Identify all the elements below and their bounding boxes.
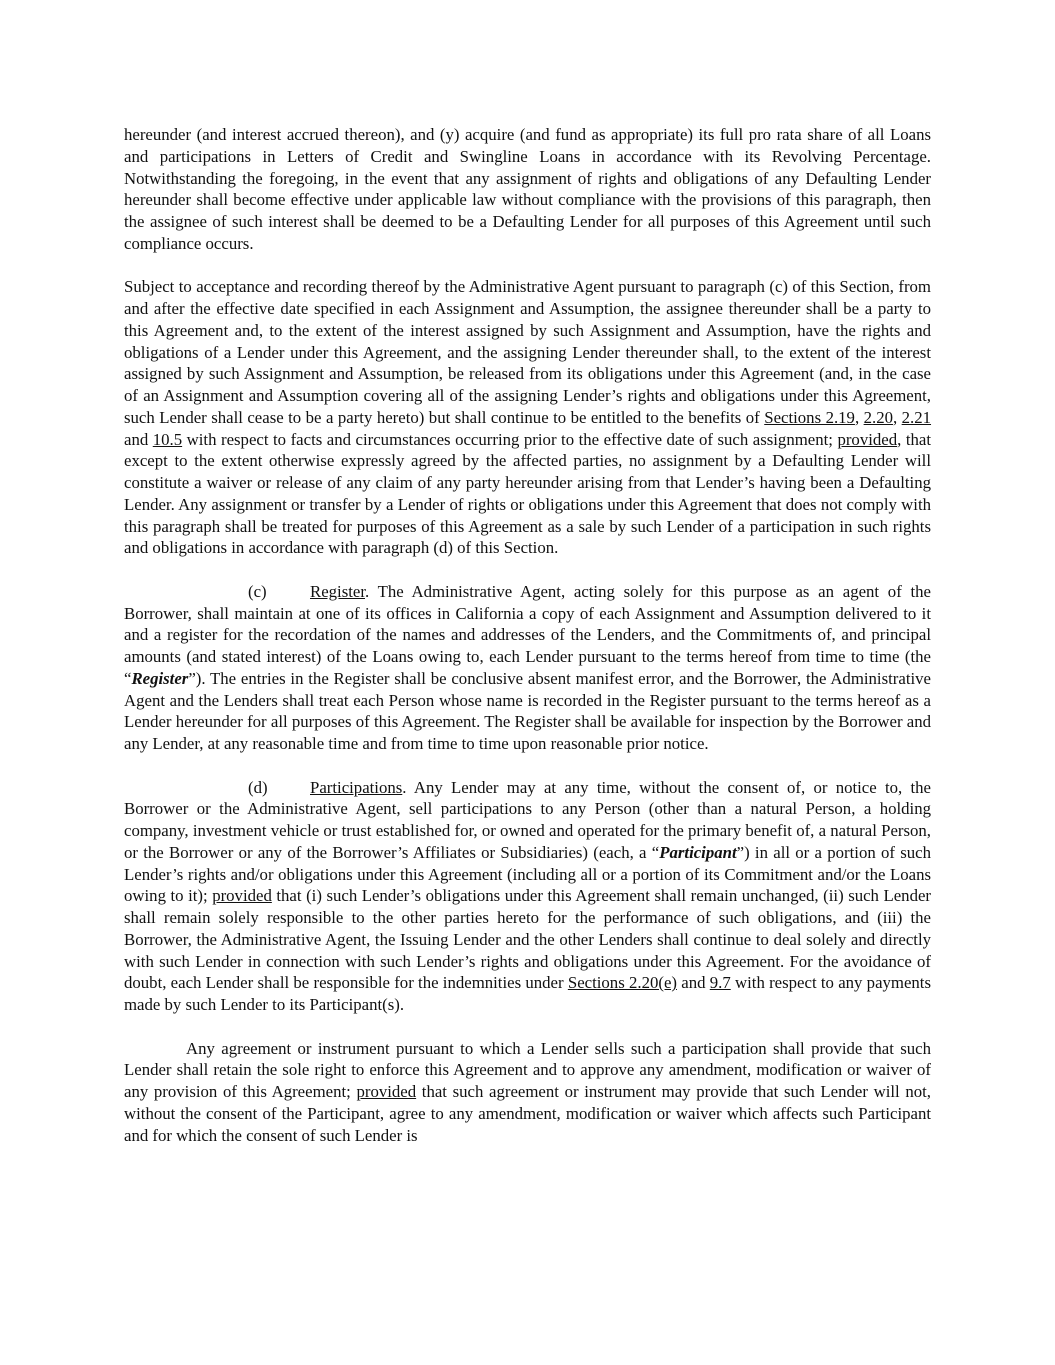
defined-term-register: Register xyxy=(131,668,189,688)
paragraph-assignment-effect xyxy=(124,276,931,559)
paragraph-text: hereunder (and interest accrued thereon), and (y) acquire (and fund as appropriate) its full pro rata share of all Loans and participations in Letters of Credit and Swingline Loans in accordance with its Revolving Percentage. Notwithstanding the foregoing, in the event that any assignment of rights and obligations of any Defaulting Lender hereunder shall become effective under applicable law without compliance with the provisions of this paragraph, then the assignee of such interest shall be deemed to be a Defaulting Lender for all purposes of this Agreement until such compliance occurs. xyxy=(124,125,931,253)
provided-term: provided xyxy=(837,429,898,449)
section-reference-9-7: 9.7 xyxy=(709,973,731,993)
section-reference-2-20: 2.20 xyxy=(863,407,893,427)
paragraph-participations xyxy=(124,777,931,1016)
paragraph-participation-agreement xyxy=(124,1038,931,1147)
paragraph-text: with respect to facts and circumstances occurring prior to the effective date of such assignment; xyxy=(182,429,838,449)
paragraph-text: that (i) such Lender’s obligations under this Agreement shall remain unchanged, (ii) such Lender shall remain solely responsible to the other parties hereto for the performance of such obligations, and (iii) the Borrower, the Administrative Agent, the Issuing Lender and the other Lenders shall continue to deal solely and directly with such Lender in connection with such Lender’s rights and obligations under this Agreement. For the avoidance of doubt, each Lender shall be responsible for the indemnities under xyxy=(124,886,932,993)
provided-term: provided xyxy=(356,1082,417,1101)
section-reference-2-21: 2.21 xyxy=(901,407,932,427)
paragraph-text: Subject to acceptance and recording thereof by the Administrative Agent pursuant to paragraph (c) of this Section, from and after the effective date specified in each Assignment and Assumption, the assignee thereunder shall be a party to this Agreement and, to the extent of the interest assigned by such Assignment and Assumption, have the rights and obligations of a Lender under this Agreement, and the assigning Lender thereunder shall, to the extent of the interest assigned by such Assignment and Assumption, be released from its obligations under this Agreement (and, in the case of an Assignment and Assumption covering all of the assigning Lender’s rights and obligations under this Agreement, such Lender shall cease to be a party hereto) but shall continue to be entitled to the benefits of xyxy=(124,277,931,427)
defined-term-participant: Participant xyxy=(659,842,737,862)
provided-term: provided xyxy=(212,886,272,906)
paragraph-text: . Any Lender may at any time, without the consent of, or notice to, the Borrower or the Administrative Agent, sell participations to any Person (other than a natural Person, a holding company, investment vehicle or trust established for, or owned and operated for the primary benefit of, a natural Person, or the Borrower or any of the Borrower’s Affiliates or Subsidiaries) (each, a “ xyxy=(124,777,931,862)
subsection-number: (c) xyxy=(248,581,267,601)
paragraph-text: ”). The entries in the Register shall be conclusive absent manifest error, and the Borrower, the Administrative Agent and the Lenders shall treat each Person whose name is recorded in the Register pursuant to the terms hereof as a Lender hereunder for all purposes of this Agreement. The Register shall be available for inspection by the Borrower and any Lender, at any reasonable time and from time to time upon reasonable prior notice. xyxy=(124,668,931,753)
paragraph-text: . The Administrative Agent, acting solely for this purpose as an agent of the Borrower, shall maintain at one of its offices in California a copy of each Assignment and Assumption delivered to it and a register for the recordation of the names and addresses of the Lenders, and the Commitments of, and principal amounts (and stated interest) of the Loans owing to, each Lender pursuant to the terms hereof from time to time (the “ xyxy=(124,581,931,688)
section-reference-2-20e: Sections 2.20(e) xyxy=(567,973,677,993)
paragraph-text: that such agreement or instrument may provide that such Lender will not, without the consent of the Participant, agree to any amendment, modification or waiver which affects such Participant and for which the consent of such Lender is xyxy=(124,1082,931,1145)
paragraph-text: ”) in all or a portion of such Lender’s rights and/or obligations under this Agreement (including all or a portion of its Commitment and/or the Loans owing to it); xyxy=(124,842,931,906)
subsection-number: (d) xyxy=(248,777,268,797)
separator-text: and xyxy=(676,973,710,993)
section-reference-10-5: 10.5 xyxy=(152,429,183,449)
separator-text: , xyxy=(854,407,864,427)
separator-text: and xyxy=(124,429,153,449)
subsection-heading-participations: Participations xyxy=(310,777,403,797)
subsection-heading-register: Register xyxy=(310,581,365,601)
separator-text: , xyxy=(892,407,902,427)
paragraph-text: with respect to any payments made by such Lender to its Participant(s). xyxy=(124,973,931,1014)
paragraph-register xyxy=(124,581,931,755)
paragraph-text: Any agreement or instrument pursuant to which a Lender sells such a participation shall provide that such Lender shall retain the sole right to enforce this Agreement and to approve any amendment, modification or waiver of any provision of this Agreement; xyxy=(124,1038,931,1101)
paragraph-defaulting-lender xyxy=(124,124,931,255)
section-reference-2-19: Sections 2.19 xyxy=(764,407,855,427)
document-page xyxy=(124,124,931,1146)
paragraph-text: , that except to the extent otherwise expressly agreed by the affected parties, no assignment by a Defaulting Lender will constitute a waiver or release of any claim of any party hereunder arising from that Lender’s having been a Defaulting Lender. Any assignment or transfer by a Lender of rights or obligations under this Agreement that does not comply with this paragraph shall be treated for purposes of this Agreement as a sale by such Lender of a participation in such rights and obligations in accordance with paragraph (d) of this Section. xyxy=(124,429,931,558)
